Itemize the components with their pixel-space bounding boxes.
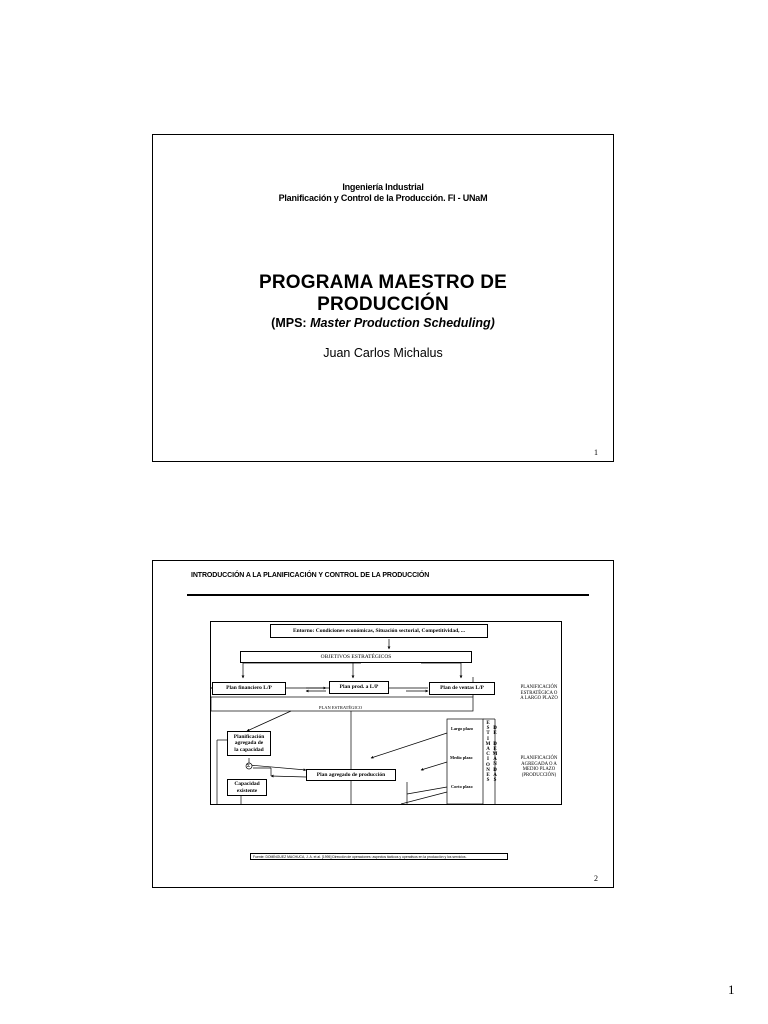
slide-1-header-course: Planificación y Control de la Producción. FI - UNaM [278,193,488,203]
vertical-letter: M [492,752,498,758]
vertical-letter: S [486,778,490,784]
slide-2-number: 2 [594,874,598,883]
capacidad-line-2: existente [236,787,258,794]
vertical-letter: I [487,736,489,742]
corto-plazo-label: Corto plazo [451,784,473,789]
vertical-letter: D [493,767,497,773]
side-label-1-line: ESTRATÉGICA O [520,690,558,696]
planificacion-capacidad-box [227,731,271,756]
slide-2-title-rule [187,594,589,596]
side-label-2-line: MEDIO PLAZO [522,767,556,773]
subtitle-prefix: (MPS: [271,316,311,330]
subtitle-italic: Master Production Scheduling) [310,316,495,330]
plan-agregado-box: Plan agregado de producción [306,769,396,781]
side-label-1-line: A LARGO PLAZO [520,696,558,702]
estimaciones-vertical-text [485,721,491,783]
vertical-letter: T [486,731,490,737]
slide-1-subtitle [153,316,613,330]
page-number: 1 [728,982,735,997]
vertical-letter: E [486,721,490,726]
medio-plazo-label: Medio plazo [450,755,473,760]
entorno-box: Entorno: Condiciones económicas, Situación sectorial, Competitividad, ... [270,624,488,638]
vertical-letter: D [493,726,497,731]
vertical-letter: A [486,747,490,753]
capacidad-existente-box [227,779,267,796]
plan-ventas-box: Plan de ventas L/P [429,682,495,695]
plan-prod-box: Plan prod. a L/P [329,681,389,694]
vertical-letter: D [493,741,497,747]
planif-cap-line-1: Planificación [233,733,265,740]
slide-1-author: Juan Carlos Michalus [323,346,443,360]
slide-2-title: INTRODUCCIÓN A LA PLANIFICACIÓN Y CONTROL DE LA PRODUCCIÓN [191,572,430,579]
vertical-letter: O [486,762,490,768]
slide-1 [152,134,614,462]
vertical-letter: N [493,762,497,768]
demandas-vertical-text [492,726,498,783]
side-label-2-line: PLANIFICACIÓN [520,756,558,761]
vertical-letter: A [493,757,497,763]
vertical-letter: I [487,757,489,763]
vertical-letter: E [493,746,497,752]
vertical-letter: S [493,778,497,784]
side-label-strategic [509,685,569,702]
capacidad-line-1: Capacidad [234,781,260,787]
vertical-letter: A [493,772,497,778]
slide-2 [152,560,614,888]
vertical-letter: C [486,752,490,758]
side-label-2-line: AGREGADA O A [521,761,557,767]
slide-1-number: 1 [594,448,598,457]
vertical-letter: N [486,767,490,773]
slide-1-title-line-1: PROGRAMA MAESTRO DE [259,272,507,293]
side-label-aggregate [509,756,569,778]
planif-cap-line-3: la capacidad [234,746,264,753]
vertical-letter: E [486,773,490,779]
slide-1-header-institution: Ingeniería Industrial [342,182,424,192]
plan-estrategico-label: PLAN ESTRATÉGICO [319,705,363,710]
side-label-1-line: PLANIFICACIÓN [520,685,558,690]
source-citation: Fuente: DOMÍNGUEZ MACHUCA, J. A. et al. [1995] Dirección de operaciones: aspectos tácticos y operativos en la producción y los servicios. [250,853,508,860]
vertical-letter: S [486,726,490,732]
largo-plazo-label: Largo plazo [451,726,474,731]
objetivos-box: OBJETIVOS ESTRATÉGICOS [240,651,472,663]
planif-cap-line-2: agregada de [234,740,264,747]
side-label-2-line: (PRODUCCIÓN) [521,772,557,778]
sum-symbol: Σ [247,763,250,768]
plan-financiero-box: Plan financiero L/P [212,682,286,695]
slide-1-title-line-2: PRODUCCIÓN [317,294,449,315]
vertical-letter: E [493,731,497,737]
vertical-letter: M [485,741,491,747]
